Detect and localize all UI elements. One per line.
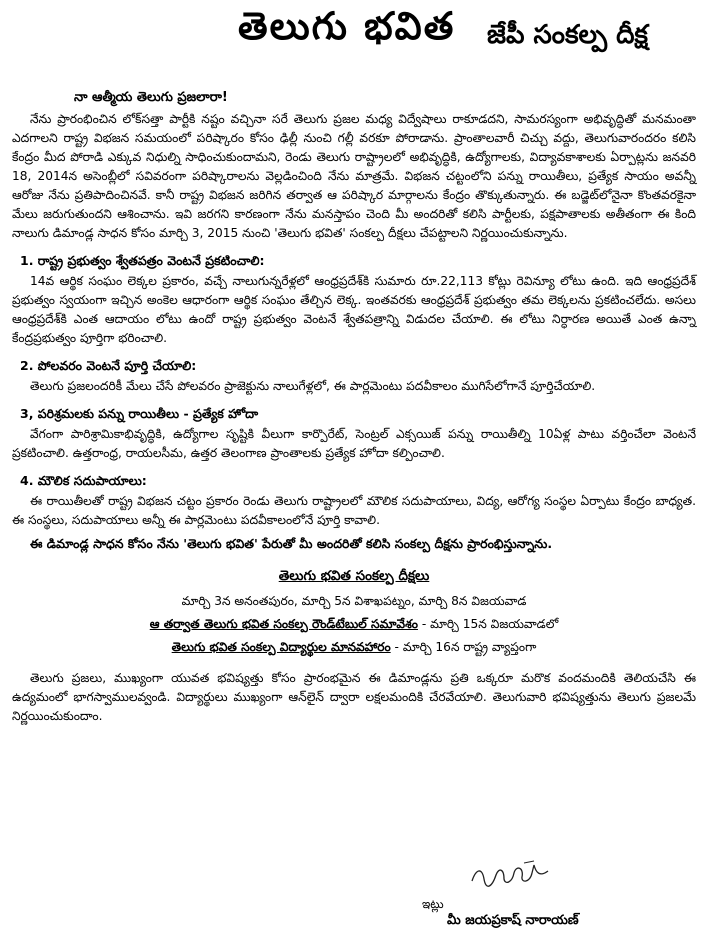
events-line: మార్చి 3న అనంతపురం, మార్చి 5న విశాఖపట్నం, మార్చి 8న విజయవాడ bbox=[181, 594, 527, 608]
page-title: తెలుగు భవిత bbox=[238, 4, 456, 48]
event-date: - మార్చి 15న విజయవాడలో bbox=[417, 617, 559, 631]
section-text: 14వ ఆర్థిక సంఘం లెక్కల ప్రకారం, వచ్చే నాలుగున్నరేళ్లలో ఆంధ్రప్రదేశ్‌కి సుమారు రూ.22,113 కోట్లు రెవిన్యూ లోటు ఉంది. ఇది ఆంధ్రప్రదేశ్ ప్రభుత్వం స్వయంగా ఇచ్చిన అంకెల ఆధారంగా ఆర్థిక సంఘం తేల్చిన లెక్క. ఇంతవరకు ఆంధ్రప్రదేశ్ ప్రభుత్వం తమ లెక్కలను ప్రకటించలేదు. అసలు ఆంధ్రప్రదేశ్‌కి ఎంత ఆదాయం లోటు ఉందో రాష్ట్ర ప్రభుత్వం వెంటనే శ్వేతపత్రాన్ని విడుదల చేయాలి. ఈ లోటు నిర్ధారణ అయితే ఎంత ఉన్నా కేంద్రప్రభుత్వం పూర్తిగా భరించాలి. bbox=[12, 274, 696, 345]
intro-paragraph: నేను ప్రారంభించిన లోక్‌సత్తా పార్టీకి నష్టం వచ్చినా సరే తెలుగు ప్రజల మధ్య విద్వేషాలు రాకూడదని, సామరస్యంగా అభివృద్ధితో మనమంతా ఎదగాలని రాష్ట్ర విభజన సమయంలో పరిష్కారం కోసం ఢిల్లీ నుంచి గల్లీ వరకూ పోరాడాను. ప్రాంతాలవారీ చిచ్చు వద్దు, తెలుగువారందరం కలిసి కేంద్రం మీద పోరాడి ఎక్కువ నిధుల్ని సాధించుకుందామని, రెండు తెలుగు రాష్ట్రాలలో అభివృద్ధికి, ఉద్యోగాలకు, విద్యావకాశాలకు ఏర్పాట్లను జనవరి 18, 2014న అసెంబ్లీలో సవివరంగా పరిష్కారాలను వెల్లడించింది నేను మాత్రమే. విభజన చట్టంలోని పన్ను రాయితీలు, ప్రత్యేక సాయం అవన్నీ ఆరోజు నేను ప్రతిపాదించినవే. కానీ రాష్ట్ర విభజన జరిగిన తర్వాత ఆ పరిష్కార మార్గాలను కేంద్రం తొక్కుతున్నారు. ఈ బడ్జెట్‌లోనైనా కొంతవరకైనా మేలు జరుగుతుందని ఆశించాను. ఇవి జరగని కారణంగా నేను మనస్తాపం చెంది మీ అందరితో కలిసి పార్టీలకు, పక్షపాతాలకు అతీతంగా ఈ కింది నాలుగు డిమాండ్ల సాధన కోసం మార్చి 3, 2015 నుంచి 'తెలుగు భవిత' సంకల్ప దీక్షలు చేపట్టాలని నిర్ణయించుకున్నాను. bbox=[12, 112, 696, 240]
section-text: ఈ రాయితీలతో రాష్ట్ర విభజన చట్టం ప్రకారం రెండు తెలుగు రాష్ట్రాలలో మౌలిక సదుపాయాలు, విద్య, ఆరోగ్య సంస్థల ఏర్పాటు కేంద్రం బాధ్యత. ఈ సంస్థలు, సదుపాయాలు అన్నీ ఈ పార్లమెంటు పదవీకాలంలోనే పూర్తి కావాలి. bbox=[12, 494, 696, 527]
section-heading: 2. పోలవరం వెంటనే పూర్తి చేయాలి: bbox=[20, 358, 197, 373]
letter-body bbox=[12, 88, 696, 738]
signature-image bbox=[468, 859, 558, 893]
section-text: వేగంగా పారిశ్రామికాభివృద్ధికి, ఉద్యోగాల సృష్టికి వీలుగా కార్పొరేట్, సెంట్రల్ ఎక్సయిజ్ పన్ను రాయితీల్ని 10ఏళ్ల పాటు వర్తించేలా వెంటనే ప్రకటించాలి. ఉత్తరాంధ్ర, రాయలసీమ, ఉత్తర తెలంగాణ ప్రాంతాలకు ప్రత్యేక హోదా కల్పించాలి. bbox=[12, 427, 696, 460]
closing-statement: ఈ డిమాండ్ల సాధన కోసం నేను 'తెలుగు భవిత' పేరుతో మీ అందరితో కలిసి సంకల్ప దీక్షను ప్రారంభిస్తున్నాను. bbox=[30, 536, 553, 551]
salutation: నా ఆత్మీయ తెలుగు ప్రజలారా! bbox=[74, 90, 228, 105]
demand-section bbox=[12, 471, 696, 530]
demand-section bbox=[12, 356, 696, 396]
demand-section bbox=[12, 404, 696, 463]
page-subtitle: జేపీ సంకల్ప దీక్ష bbox=[487, 20, 648, 50]
events-block bbox=[12, 567, 696, 657]
event-date: - మార్చి 16న రాష్ట్ర వ్యాప్తంగా bbox=[390, 640, 537, 654]
final-paragraph: తెలుగు ప్రజలు, ముఖ్యంగా యువత భవిష్యత్తు కోసం ప్రారంభమైన ఈ డిమాండ్లను ప్రతి ఒక్కరూ మరొక వందమందికి తెలియచేసి ఈ ఉద్యమంలో భాగస్వాములవ్వండి. విద్యార్థులు ముఖ్యంగా ఆన్‌లైన్ ద్వారా లక్షలమందికి చేరవేయాలి. తెలుగువారి భవిష్యత్తును తెలుగు ప్రజలమే నిర్ణయించుకుందాం. bbox=[12, 671, 696, 723]
events-line bbox=[12, 615, 696, 634]
header bbox=[0, 4, 707, 74]
events-title: తెలుగు భవిత సంకల్ప దీక్షలు bbox=[278, 568, 430, 584]
signer-name: మీ జయప్రకాష్ నారాయణ్ bbox=[447, 913, 579, 928]
section-heading: 4. మౌలిక సదుపాయాలు: bbox=[20, 473, 147, 488]
event-name: ఆ తర్వాత తెలుగు భవిత సంకల్ప రౌండ్‌టేబుల్ సమావేశం bbox=[149, 617, 418, 631]
demand-section bbox=[12, 251, 696, 348]
section-text: తెలుగు ప్రజలందరికీ మేలు చేసే పోలవరం ప్రాజెక్టును నాలుగేళ్లలో, ఈ పార్లమెంటు పదవీకాలం ముగిసేలోగానే పూర్తిచేయాలి. bbox=[30, 379, 596, 393]
event-name: తెలుగు భవిత సంకల్ప విద్యార్థుల మానవహారం bbox=[171, 640, 391, 654]
sign-off-label: ఇట్లు bbox=[422, 897, 444, 911]
section-heading: 3, పరిశ్రమలకు పన్ను రాయితీలు - ప్రత్యేక హోదా bbox=[20, 406, 259, 421]
section-heading: 1. రాష్ట్ర ప్రభుత్వం శ్వేతపత్రం వెంటనే ప్రకటించాలి: bbox=[20, 253, 265, 268]
events-line bbox=[12, 638, 696, 657]
